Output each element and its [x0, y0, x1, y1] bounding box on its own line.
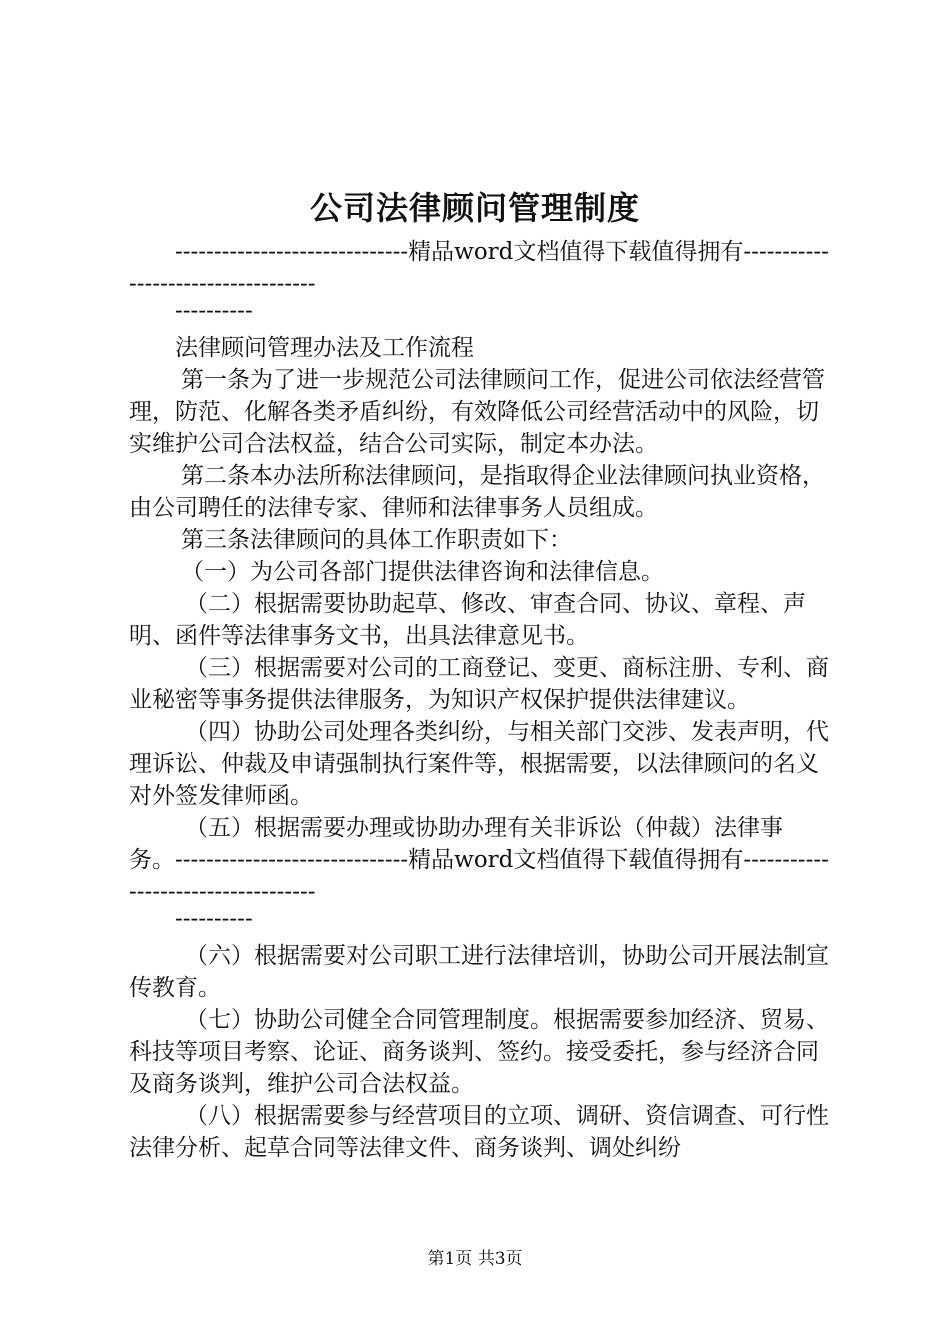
page-footer: 第1页 共3页 [427, 1249, 523, 1269]
separator-line: ---------- [175, 298, 253, 324]
duty-item-8: （八）根据需要参与经营项目的立项、调研、资信调查、可行性法律分析、起草合同等法律文件、商务谈判、调处纠纷 [129, 1103, 829, 1161]
article-3: 第三条法律顾问的具体工作职责如下： [181, 527, 572, 553]
article-1: 第一条为了进一步规范公司法律顾问工作，促进公司依法经营管理，防范、化解各类矛盾纠纷，有效降低公司经营活动中的风险，切实维护公司合法权益，结合公司实际，制定本办法。 [129, 367, 825, 457]
document-title: 公司法律顾问管理制度 [309, 189, 640, 227]
duty-item-7: （七）协助公司健全合同管理制度。根据需要参加经济、贸易、科技等项目考察、论证、商务谈判、签约。接受委托，参与经济合同及商务谈判，维护公司合法权益。 [129, 1007, 829, 1097]
duty-item-4: （四）协助公司处理各类纠纷，与相关部门交涉、发表声明，代理诉讼、仲裁及申请强制执行案件等，根据需要，以法律顾问的名义对外签发律师函。 [129, 719, 829, 809]
duty-item-5: （五）根据需要办理或协助办理有关非诉讼（仲裁）法律事务。------------------------------精品word文档值得下载值得拥有----------------------------------- [129, 815, 829, 905]
section-heading: 法律顾问管理办法及工作流程 [175, 335, 474, 361]
duty-item-6: （六）根据需要对公司职工进行法律培训，协助公司开展法制宣传教育。 [129, 943, 829, 1001]
header-banner: ------------------------------精品word文档值得下载值得拥有----------------------------------- [129, 239, 829, 297]
duty-item-1: （一）为公司各部门提供法律咨询和法律信息。 [181, 559, 664, 585]
duty-item-2: （二）根据需要协助起草、修改、审查合同、协议、章程、声明、函件等法律事务文书，出具法律意见书。 [129, 591, 806, 649]
article-2: 第二条本办法所称法律顾问，是指取得企业法律顾问执业资格，由公司聘任的法律专家、律师和法律事务人员组成。 [129, 463, 825, 521]
document-body [129, 236, 835, 1164]
separator-line: ---------- [175, 906, 253, 932]
duty-item-3: （三）根据需要对公司的工商登记、变更、商标注册、专利、商业秘密等事务提供法律服务，为知识产权保护提供法律建议。 [129, 655, 829, 713]
